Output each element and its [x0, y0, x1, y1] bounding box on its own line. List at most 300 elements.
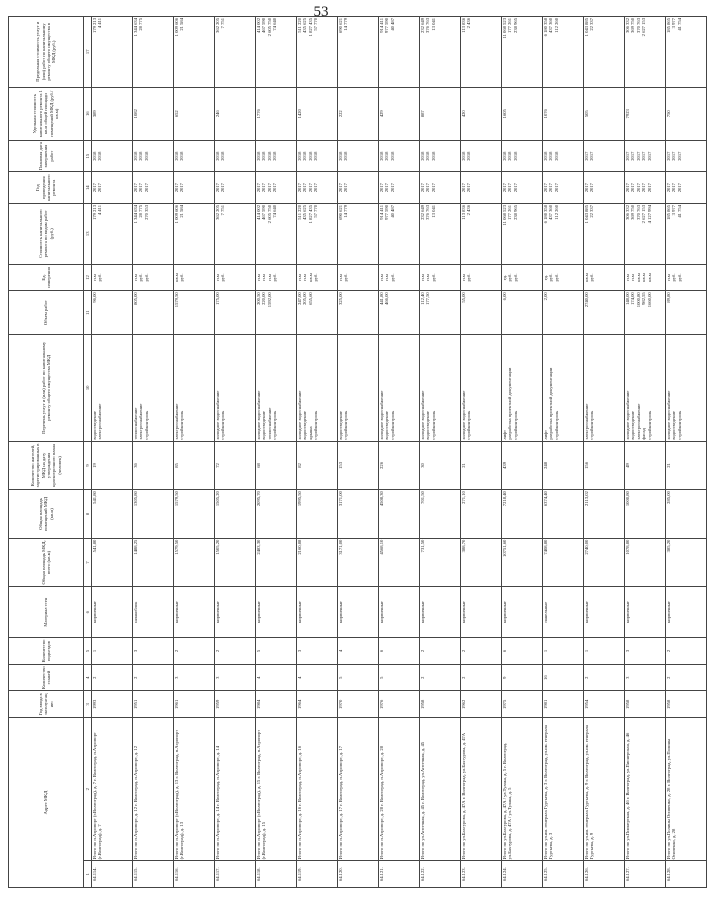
- repair-year-cell: [502, 172, 543, 204]
- material-cell: кирпичные: [502, 587, 543, 638]
- limit-cost-cell-line: 362 205: [215, 18, 220, 33]
- works-cell: [256, 334, 297, 441]
- limit-cost-cell: [297, 17, 338, 88]
- total-area-cell: 1078,80: [625, 538, 666, 587]
- works-cell-line: холодное водоснабжение: [625, 390, 630, 440]
- table-row: [256, 17, 297, 888]
- volume-cell: [625, 291, 666, 335]
- repair-year-cell-line: 2017: [671, 183, 677, 193]
- repair-year-cell-line: 2017: [646, 183, 652, 193]
- row-number: 64.122.: [420, 861, 461, 888]
- table-row: [338, 17, 379, 888]
- volume-cell-line: [343, 292, 348, 333]
- cost-cell-line: 41 754: [676, 204, 682, 218]
- volume-cell-line: 1592,00: [266, 292, 272, 308]
- repair-year-cell: [666, 172, 707, 204]
- year-cell: 1993: [92, 691, 133, 718]
- material-cell: кирпичные: [297, 587, 338, 638]
- works-cell-line: холодное водоснабжение: [461, 390, 466, 440]
- volume-cell-line: [589, 292, 594, 333]
- works-cell-line: теплоснабжение: [266, 407, 272, 440]
- material-cell: кирпичные: [215, 587, 256, 638]
- row-number: 64.125.: [543, 861, 584, 888]
- cost-cell-line: 4 411: [97, 204, 103, 216]
- works-cell-line: холодное водоснабжение: [666, 390, 671, 440]
- cost-cell-line: 21 584: [179, 204, 185, 218]
- limit-cost-cell-line: 4 411: [97, 18, 103, 29]
- entrances-cell: 2: [215, 638, 256, 665]
- volume-cell: [215, 291, 256, 335]
- total-area-cell: 3171,00: [338, 538, 379, 587]
- cost-cell-line: 28 775: [138, 204, 144, 218]
- table-row: [174, 17, 215, 888]
- unit-cell-line: руб.: [138, 273, 144, 282]
- limit-cost-cell-line: 112 260: [553, 18, 559, 33]
- page-number: 53: [313, 4, 329, 20]
- entrances-cell: 3: [297, 638, 338, 665]
- works-cell-line: стройконтроль: [143, 410, 149, 440]
- row-number: 64.115.: [133, 861, 174, 888]
- row-number: 64.114.: [92, 861, 133, 888]
- works-cell: [666, 334, 707, 441]
- works-cell: [461, 334, 502, 441]
- table-row: [133, 17, 174, 888]
- limit-cost-cell-line: 13 041: [430, 18, 436, 31]
- table-row: [92, 17, 133, 888]
- material-cell: кирпичные: [625, 587, 666, 638]
- due-date-cell-line: 2018: [430, 151, 436, 161]
- residents-cell: 248: [543, 441, 584, 490]
- year-cell: 1984: [256, 691, 297, 718]
- address-cell: Итого по ул.Пионерская, д. 46 г. Волгоград, ул.Пионерская, д. 46: [625, 718, 666, 861]
- volume-cell-line: 1000,80: [635, 292, 641, 308]
- cost-cell-line: 14 779: [343, 204, 349, 218]
- year-cell: 1976: [379, 691, 420, 718]
- total-area-cell: 4568,10: [379, 538, 420, 587]
- unit-cell-line: п.м: [425, 274, 431, 281]
- cost-cell-line: 11 068 523: [502, 204, 507, 226]
- works-cell-line: стройконтроль: [389, 410, 395, 440]
- cost-cell-line: 1 344 634: [133, 204, 138, 224]
- repair-year-cell-line: 2017: [461, 183, 466, 193]
- column-number: 1: [84, 861, 92, 888]
- repair-year-cell-line: 2017: [641, 183, 647, 193]
- unit-cell-line: ед.: [543, 274, 548, 281]
- residents-cell: 21: [666, 441, 707, 490]
- unit-cell-line: п.м: [92, 274, 97, 281]
- residents-cell: 85: [174, 441, 215, 490]
- limit-cost-cell: [420, 17, 461, 88]
- volume-cell-line: 325,00: [338, 292, 343, 305]
- volume-cell-line: 55,00: [461, 292, 466, 303]
- cost-cell-line: 270 353: [143, 204, 149, 220]
- limit-cost-cell-line: 40 487: [389, 18, 395, 31]
- due-date-cell: [625, 140, 666, 172]
- cost-cell-line: 690 621: [338, 204, 343, 220]
- cost-cell: [133, 203, 174, 264]
- unit-cell: [174, 264, 215, 291]
- repair-year-cell-line: 2017: [97, 183, 103, 193]
- due-date-cell: [584, 140, 625, 172]
- year-cell: 1958: [420, 691, 461, 718]
- limit-cost-cell-line: 21 584: [179, 18, 185, 31]
- unit-cost-cell: 887: [420, 87, 461, 140]
- volume-cell-line: 2,00: [543, 292, 548, 301]
- unit-cell-line: кв.м: [584, 273, 589, 282]
- material-cell: шлакоблок: [133, 587, 174, 638]
- unit-cell: [461, 264, 502, 291]
- repair-year-cell: [584, 172, 625, 204]
- works-cell-line: стройконтроль: [313, 410, 319, 440]
- floors-cell: 3: [215, 664, 256, 691]
- entrances-cell: 1: [584, 638, 625, 665]
- premises-area-cell: 701,50: [420, 490, 461, 539]
- residents-cell: 439: [502, 441, 543, 490]
- volume-cell-line: 89,80: [666, 292, 671, 303]
- total-area-cell: 2740,00: [584, 538, 625, 587]
- residents-cell: 153: [338, 441, 379, 490]
- limit-cost-cell: [338, 17, 379, 88]
- unit-cost-cell: 420: [461, 87, 502, 140]
- premises-area-cell: 1995,50: [297, 490, 338, 539]
- total-area-cell: 541,80: [92, 538, 133, 587]
- floors-cell: 2: [666, 664, 707, 691]
- column-header: Ед. измерения: [9, 264, 84, 291]
- column-header: Перечень услуг и (или) работ по капитальному ремонту общего имущества МКД: [9, 334, 84, 441]
- unit-cell-line: п.м: [133, 274, 138, 281]
- cost-cell: [420, 203, 461, 264]
- volume-cell-line: 112,40: [420, 292, 425, 305]
- residents-cell: 36: [133, 441, 174, 490]
- due-date-cell-line: 2018: [215, 151, 220, 161]
- cost-cell-line: 435 625: [302, 204, 308, 220]
- due-date-cell-line: 2018: [220, 151, 226, 161]
- cost-cell-line: 362 205: [215, 204, 220, 220]
- volume-cell-line: [179, 292, 184, 333]
- material-cell: кирпичные: [379, 587, 420, 638]
- unit-cell: [543, 264, 584, 291]
- works-cell-line: водоотведение: [92, 411, 97, 440]
- works-cell-line: холодное водоснабжение: [420, 390, 425, 440]
- cost-cell-line: 6 180 358: [543, 204, 548, 224]
- works-cell-line: стройконтроль: [179, 410, 185, 440]
- works-cell-line: стройконтроль: [676, 410, 682, 440]
- repair-year-cell-line: 2017: [543, 183, 548, 193]
- address-cell: Итого по п.Аэропорт, д. 17 г. Волгоград, п.Аэропорт, д. 17: [338, 718, 379, 861]
- volume-cell-line: 220,00: [261, 292, 267, 305]
- volume-cell-line: 655,60: [307, 292, 313, 305]
- column-number: 3: [84, 691, 92, 718]
- works-cell-line: электроснабжение: [584, 403, 589, 440]
- works-cell-line: холодное водоснабжение: [297, 390, 302, 440]
- unit-cell: [625, 264, 666, 291]
- works-cell-line: водоотведение: [261, 411, 267, 440]
- due-date-cell-line: 2018: [461, 151, 466, 161]
- limit-cost-cell: [92, 17, 133, 88]
- column-header: Удельная стоимость капитального ремонта 1 кв.м общей площади помещений МКД (руб./кв.м): [9, 87, 84, 140]
- premises-area-cell: 6374,40: [543, 490, 584, 539]
- limit-cost-cell-line: 74 640: [272, 18, 278, 31]
- works-cell-line: водоотведение: [671, 411, 677, 440]
- cost-cell-line: 232 649: [420, 204, 425, 220]
- repair-year-cell-line: 2017: [548, 183, 554, 193]
- unit-cell-line: п.м: [215, 274, 220, 281]
- due-date-cell: [502, 140, 543, 172]
- limit-cost-cell-line: 28 775: [138, 18, 144, 31]
- volume-cell-line: 200,50: [256, 292, 261, 305]
- due-date-cell-line: 2018: [297, 151, 302, 161]
- cost-cell-line: 2 436: [466, 204, 472, 216]
- works-cell: [502, 334, 543, 441]
- row-number: 64.116.: [174, 861, 215, 888]
- cost-cell-line: 2 605 750: [266, 204, 272, 224]
- repair-year-cell-line: 2017: [379, 183, 384, 193]
- year-cell: 1970: [338, 691, 379, 718]
- column-header: Материал стен: [9, 587, 84, 638]
- cost-cell-line: 1 043 885: [584, 204, 589, 224]
- unit-cost-cell: 1420: [297, 87, 338, 140]
- column-number: 14: [84, 172, 92, 204]
- limit-cost-cell-line: 437 360: [548, 18, 554, 33]
- row-number: 64.124.: [502, 861, 543, 888]
- premises-area-cell: 3171,00: [338, 490, 379, 539]
- works-cell-line: холодное водоснабжение: [379, 390, 384, 440]
- volume-cell-line: [466, 292, 471, 333]
- limit-cost-cell-line: 179 213: [92, 18, 97, 33]
- due-date-cell-line: 2018: [256, 151, 261, 161]
- works-cell-line: водоотведение: [630, 411, 636, 440]
- volume-cell-line: [554, 292, 559, 333]
- floors-cell: 4: [256, 664, 297, 691]
- table-row: [461, 17, 502, 888]
- limit-cost-cell-line: 435 625: [302, 18, 308, 33]
- unit-cell-line: кв.м: [174, 273, 179, 282]
- volume-cell: [297, 291, 338, 335]
- works-cell: [584, 334, 625, 441]
- floors-cell: 5: [338, 664, 379, 691]
- volume-cell-line: 466,00: [384, 292, 390, 305]
- premises-area-cell: 541,80: [92, 490, 133, 539]
- cost-cell-line: 112 260: [553, 204, 559, 220]
- repair-year-cell-line: 2017: [174, 183, 179, 193]
- cost-cell-line: 4 127 994: [646, 204, 652, 224]
- residents-cell: 49: [625, 441, 666, 490]
- floors-cell: 3: [625, 664, 666, 691]
- column-header: Общая площадь помещений МКД (кв.м): [9, 490, 84, 539]
- repair-year-cell-line: 2017: [272, 183, 278, 193]
- cost-cell: [461, 203, 502, 264]
- works-cell-line: стройконтроль: [272, 410, 278, 440]
- due-date-cell-line: 2017: [589, 151, 595, 161]
- total-area-cell: 1505,20: [215, 538, 256, 587]
- unit-cell: [666, 264, 707, 291]
- works-cell-line: водоотведение: [384, 411, 390, 440]
- due-date-cell-line: 2017: [641, 151, 647, 161]
- volume-cell: [133, 291, 174, 335]
- due-date-cell: [666, 140, 707, 172]
- residents-cell: 21: [461, 441, 502, 490]
- works-cell-line: стройконтроль: [430, 410, 436, 440]
- column-header: Стоимость капитального ремонта по видам работ (руб.): [9, 203, 84, 264]
- cost-cell-line: 74 640: [272, 204, 278, 218]
- works-cell: [379, 334, 420, 441]
- unit-cell-line: руб.: [466, 273, 472, 282]
- column-number: 8: [84, 490, 92, 539]
- unit-cell-line: п.м: [338, 274, 343, 281]
- volume-cell-line: 96,00: [92, 292, 97, 303]
- limit-cost-cell-line: 414 002: [256, 18, 261, 33]
- due-date-cell-line: 2017: [666, 151, 671, 161]
- table-row: [584, 17, 625, 888]
- cost-cell-line: 306 332: [625, 204, 630, 220]
- floors-cell: 3: [174, 664, 215, 691]
- column-header: Предельная стоимость услуг и (или) работ по капитальному ремонту общего имущества в МКД (руб.): [9, 17, 84, 88]
- unit-cell: [502, 264, 543, 291]
- row-number: 64.123.: [461, 861, 502, 888]
- unit-cell-line: руб.: [507, 273, 513, 282]
- unit-cost-cell: 429: [379, 87, 420, 140]
- column-header: Год ввода в эксплуатацию: [9, 691, 84, 718]
- limit-cost-cell-line: 3 977: [671, 18, 677, 29]
- unit-cell: [338, 264, 379, 291]
- entrances-cell: 3: [133, 638, 174, 665]
- works-cell-line: холодное водоснабжение: [256, 390, 261, 440]
- limit-cost-cell-line: 2 436: [466, 18, 472, 29]
- limit-cost-cell-line: 1 043 885: [584, 18, 589, 37]
- unit-cell-line: руб.: [676, 273, 682, 282]
- limit-cost-cell-line: 1 009 606: [174, 18, 179, 37]
- year-cell: 1975: [502, 691, 543, 718]
- unit-cell-line: п.м: [666, 274, 671, 281]
- address-cell: Итого по ул.Полины Осипенко, д. 28 г. Волгоград, ул.Полины Осипенко, д. 28: [666, 718, 707, 861]
- due-date-cell: [133, 140, 174, 172]
- entrances-cell: 6: [379, 638, 420, 665]
- works-cell-line: электроснабжение: [635, 403, 641, 440]
- material-cell: кирпичные: [256, 587, 297, 638]
- limit-cost-cell-line: 977 590: [384, 18, 390, 33]
- limit-cost-cell: [666, 17, 707, 88]
- volume-cell-line: 6,00: [502, 292, 507, 301]
- limit-cost-cell-line: 232 649: [420, 18, 425, 33]
- unit-cell-line: руб.: [220, 273, 226, 282]
- cost-cell-line: 40 487: [389, 204, 395, 218]
- due-date-cell-line: 2018: [384, 151, 390, 161]
- works-cell: [297, 334, 338, 441]
- works-cell: [215, 334, 256, 441]
- year-cell: 1958: [625, 691, 666, 718]
- works-cell: [92, 334, 133, 441]
- unit-cell-line: руб.: [97, 273, 103, 282]
- due-date-cell: [256, 140, 297, 172]
- year-cell: 1981: [543, 691, 584, 718]
- cost-cell: [297, 203, 338, 264]
- repair-year-cell: [215, 172, 256, 204]
- unit-cell-line: руб.: [553, 273, 559, 282]
- table-row: [379, 17, 420, 888]
- cost-cell: [215, 203, 256, 264]
- premises-area-cell: 271,10: [461, 490, 502, 539]
- year-cell: 1964: [297, 691, 338, 718]
- due-date-cell-line: 2018: [261, 151, 267, 161]
- volume-cell-line: 174,00: [630, 292, 636, 305]
- volume-cell-line: 2740,00: [584, 292, 589, 308]
- entrances-cell: 5: [256, 638, 297, 665]
- unit-cell-line: руб.: [313, 273, 319, 282]
- column-number: 10: [84, 334, 92, 441]
- due-date-cell-line: 2017: [676, 151, 682, 161]
- cost-cell-line: 13 041: [430, 204, 436, 218]
- repair-year-cell: [297, 172, 338, 204]
- unit-cell: [379, 264, 420, 291]
- unit-cell: [584, 264, 625, 291]
- address-cell: Итого по ул.им. генерала Гуртьева, д. 9 г. Волгоград, ул.им. генерала Гуртьева, д. 9: [584, 718, 625, 861]
- limit-cost-cell-line: 2 627 153: [641, 18, 647, 37]
- volume-cell-line: 148,00: [625, 292, 630, 305]
- works-cell-line: разработка проектной документации: [548, 367, 554, 440]
- unit-cell-line: кв.м: [635, 273, 641, 282]
- cost-cell-line: 7 751: [220, 204, 226, 216]
- floors-cell: 2: [92, 664, 133, 691]
- column-header: Год проведения капитального ремонта: [9, 172, 84, 204]
- limit-cost-cell-line: 1 344 634: [133, 18, 138, 37]
- unit-cell: [256, 264, 297, 291]
- works-cell: [420, 334, 461, 441]
- volume-cell-line: 1579,50: [174, 292, 179, 308]
- volume-cell: [543, 291, 584, 335]
- material-cell: кирпичные: [666, 587, 707, 638]
- entrances-cell: 1: [92, 638, 133, 665]
- due-date-cell-line: 2018: [343, 151, 349, 161]
- entrances-cell: 6: [502, 638, 543, 665]
- unit-cost-cell: 1082: [133, 87, 174, 140]
- material-cell: кирпичные: [584, 587, 625, 638]
- repair-year-cell: [379, 172, 420, 204]
- column-header: Количество подъездов: [9, 638, 84, 665]
- year-cell: 1958: [666, 691, 707, 718]
- repair-year-cell: [133, 172, 174, 204]
- cost-cell-line: 185 865: [666, 204, 671, 220]
- cost-cell: [543, 203, 584, 264]
- limit-cost-cell-line: 14 779: [343, 18, 349, 31]
- repair-year-cell-line: 2017: [313, 183, 319, 193]
- repair-year-cell: [338, 172, 379, 204]
- works-cell: [338, 334, 379, 441]
- cost-cell-line: 977 590: [384, 204, 390, 220]
- total-area-cell: 731,50: [420, 538, 461, 587]
- repair-plan-table: [8, 16, 707, 888]
- works-cell: [543, 334, 584, 441]
- entrances-cell: 3: [625, 638, 666, 665]
- cost-cell-line: 370 763: [635, 204, 641, 220]
- repair-year-cell-line: 2017: [307, 183, 313, 193]
- limit-cost-cell-line: 41 754: [676, 18, 682, 31]
- repair-year-cell-line: 2017: [466, 183, 472, 193]
- volume-cell-line: [313, 292, 318, 333]
- unit-cell-line: руб.: [512, 273, 518, 282]
- year-cell: 1961: [174, 691, 215, 718]
- limit-cost-cell-line: 914 411: [379, 18, 384, 33]
- cost-cell-line: 22 337: [589, 204, 595, 218]
- due-date-cell-line: 2018: [97, 151, 103, 161]
- premises-area-cell: 1505,20: [215, 490, 256, 539]
- works-cell: [174, 334, 215, 441]
- limit-cost-cell: [174, 17, 215, 88]
- column-number: 4: [84, 664, 92, 691]
- due-date-cell-line: 2017: [671, 151, 677, 161]
- limit-cost-cell-line: 306 332: [625, 18, 630, 33]
- repair-year-cell-line: 2017: [133, 183, 138, 193]
- unit-cell-line: п.м: [630, 274, 636, 281]
